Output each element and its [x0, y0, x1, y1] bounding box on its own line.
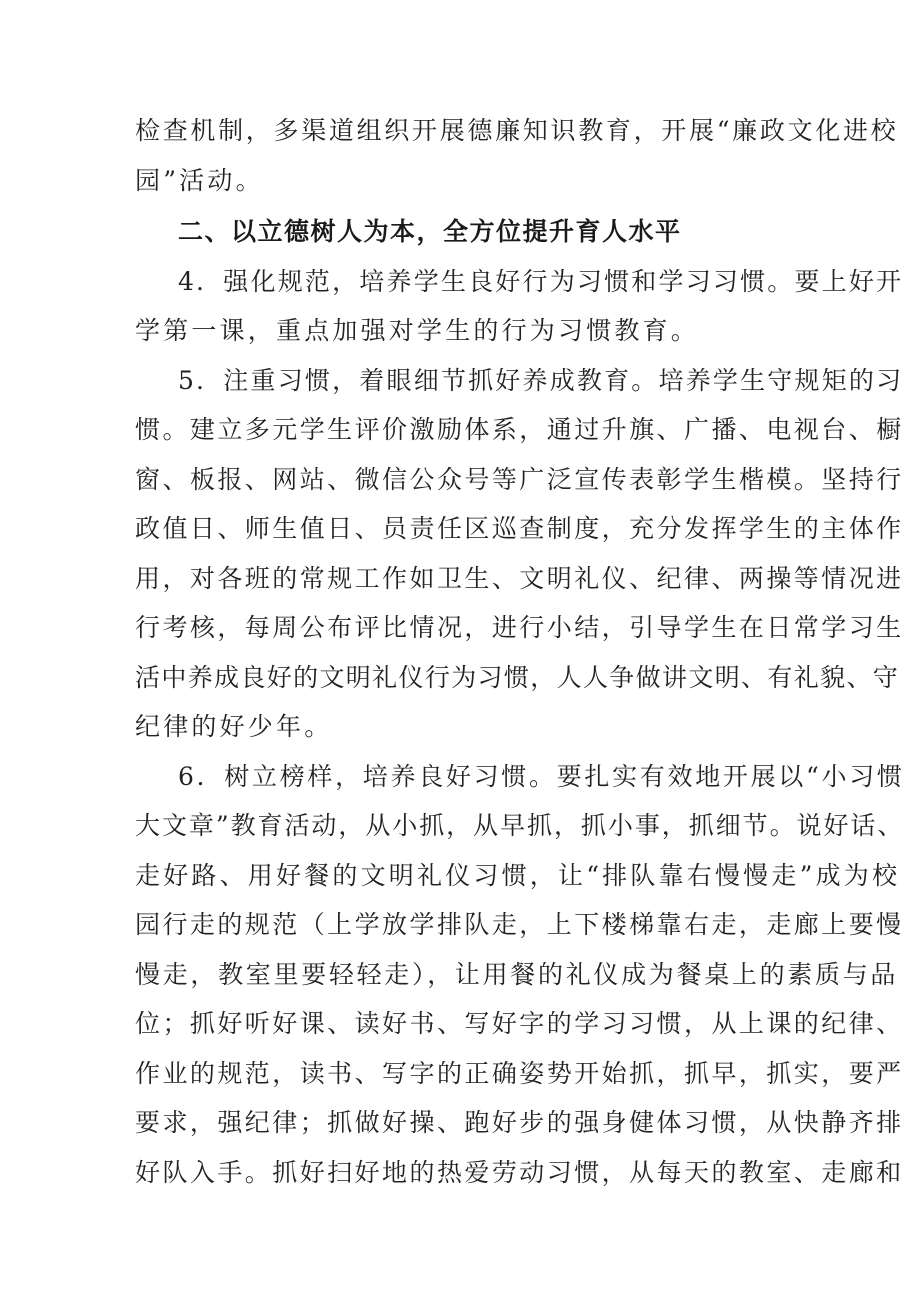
body-text-line: 窗、板报、网站、微信公众号等广泛宣传表彰学生楷模。坚持行: [135, 465, 904, 494]
body-text-line: 好队入手。抓好扫好地的热爱劳动习惯，从每天的教室、走廊和: [135, 1158, 904, 1187]
body-text-line: 6．树立榜样，培养良好习惯。要扎实有效地开展以“小习惯: [178, 762, 905, 791]
body-text-line: 学第一课，重点加强对学生的行为习惯教育。: [135, 316, 700, 345]
body-text-line: 位；抓好听好课、读好书、写好字的学习习惯，从上课的纪律、: [135, 1009, 904, 1038]
body-text-line: 园”活动。: [135, 166, 264, 195]
body-text-line: 5．注重习惯，着眼细节抓好养成教育。培养学生守规矩的习: [178, 366, 904, 395]
body-text-line: 要求，强纪律；抓做好操、跑好步的强身健体习惯，从快静齐排: [135, 1108, 904, 1137]
body-text-line: 慢走，教室里要轻轻走），让用餐的礼仪成为餐桌上的素质与品: [135, 960, 899, 989]
body-text-line: 用，对各班的常规工作如卫生、文明礼仪、纪律、两操等情况进: [135, 564, 904, 593]
body-text-line: 惯。建立多元学生评价激励体系，通过升旗、广播、电视台、橱: [135, 415, 904, 444]
body-text-line: 作业的规范，读书、写字的正确姿势开始抓，抓早，抓实，要严: [135, 1059, 904, 1088]
body-text-line: 大文章”教育活动，从小抓，从早抓，抓小事，抓细节。说好话、: [135, 811, 905, 840]
body-text-line: 活中养成良好的文明礼仪行为习惯，人人争做讲文明、有礼貌、守: [135, 663, 900, 692]
body-text-line: 纪律的好少年。: [135, 712, 333, 741]
body-text-line: 检查机制，多渠道组织开展德廉知识教育，开展“廉政文化进校: [135, 116, 899, 145]
body-text-line: 行考核，每周公布评比情况，进行小结，引导学生在日常学习生: [135, 613, 904, 642]
body-text-line: 4．强化规范，培养学生良好行为习惯和学习习惯。要上好开: [178, 267, 904, 296]
body-text-line: 政值日、师生值日、员责任区巡查制度，充分发挥学生的主体作: [135, 514, 904, 543]
body-text-line: 走好路、用好餐的文明礼仪习惯，让“排队靠右慢慢走”成为校: [135, 861, 901, 890]
section-heading: 二、以立德树人为本，全方位提升育人水平: [178, 217, 682, 246]
body-text-line: 园行走的规范（上学放学排队走，上下楼梯靠右走，走廊上要慢: [135, 910, 904, 939]
